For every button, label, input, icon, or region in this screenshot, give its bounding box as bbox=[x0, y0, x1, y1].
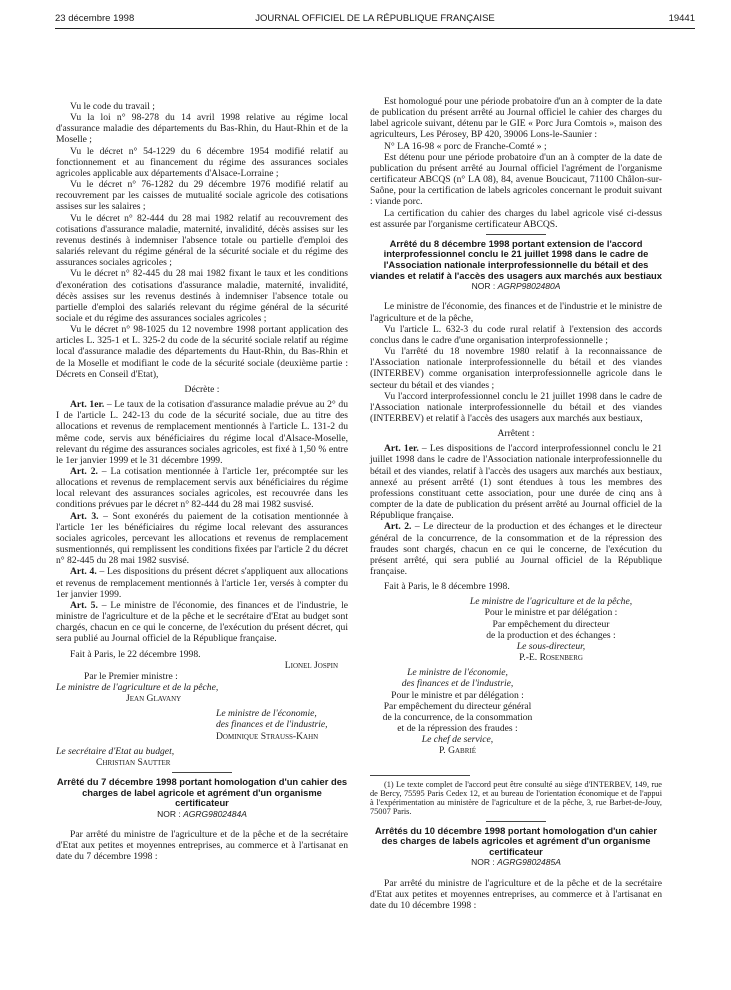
signature-name: Jean Glavany bbox=[126, 693, 182, 705]
signature-block bbox=[370, 667, 545, 756]
signature-title: des finances et de l'industrie, bbox=[216, 719, 328, 731]
signature-line: Le chef de service, bbox=[421, 734, 494, 746]
visa: Vu le décret n° 82-444 du 28 mai 1982 relatif au recouvrement des cotisations d'assurance maladie, maternité, invalidité, décès assises sur les revenus destinés à indemniser l'absence totale ou partielle d'emploi des salariés relevant du régime général de la sécurité sociale et du régime des assurances sociales agricoles ; bbox=[56, 212, 348, 269]
signature-line: et de la répression des fraudes : bbox=[397, 723, 518, 735]
article-1: Art. 1er. – Les dispositions de l'accord interprofessionnel conclu le 21 juillet 1998 dans le cadre de l'Association nationale interprofessionnelle du bétail et des viandes, relatif à l'accès des usagers aux marchés aux bestiaux, annexé au présent arrêté (1) sont étendues à tous les membres des professions constituant cette association, pour une durée de cinq ans à compter de la date de publication du présent arrêté au Journal officiel de la République française. bbox=[370, 443, 662, 522]
visa: Vu la loi n° 98-278 du 14 avril 1998 relative au régime local d'assurance maladie des départements du Bas-Rhin, du Haut-Rhin et de la Moselle ; bbox=[56, 112, 348, 146]
signature-by-line: Par le Premier ministre : bbox=[84, 670, 178, 682]
signature-name: P. Gabrié bbox=[439, 745, 476, 757]
paragraph: Est homologué pour une période probatoire d'un an à compter de la date de publication du présent arrêté au Journal officiel le cahier des charges du label agricole suivant, détenu par le GIE « Porc Jura Comtois », maison des agriculteurs, Les Pérosey, BP 420, 39006 Lons-le-Saunier : bbox=[370, 96, 662, 141]
signature-prime-minister: Lionel Jospin bbox=[284, 659, 338, 671]
signature-line: Le ministre de l'économie, bbox=[407, 667, 508, 679]
signature-title: Le secrétaire d'Etat au budget, bbox=[56, 745, 175, 757]
header-date: 23 décembre 1998 bbox=[55, 13, 135, 24]
decree-title: Arrêtés du 10 décembre 1998 portant homologation d'un cahier des charges de labels agricoles et agrément d'un organisme certificateur bbox=[375, 824, 657, 857]
signature-block bbox=[370, 596, 662, 663]
fait-a-paris: Fait à Paris, le 8 décembre 1998. bbox=[384, 581, 510, 593]
signature-line: Par empêchement du directeur bbox=[492, 618, 610, 630]
signature-line: Le sous-directeur, bbox=[516, 640, 586, 652]
signature-name: Dominique Strauss-Kahn bbox=[216, 730, 319, 742]
signature-line: Le ministre de l'agriculture et de la pêche, bbox=[469, 596, 633, 608]
page-header bbox=[55, 10, 695, 26]
signature-line: des finances et de l'industrie, bbox=[401, 678, 514, 690]
intro-paragraph: Par arrêté du ministre de l'agriculture et de la pêche et de la secrétaire d'Etat aux petites et moyennes entreprises, au commerce et à l'artisanat en date du 7 décembre 1998 : bbox=[56, 829, 348, 863]
left-column bbox=[56, 101, 348, 862]
visa: Vu le code du travail ; bbox=[70, 101, 155, 112]
visa: Vu le décret n° 98-1025 du 12 novembre 1998 portant application des articles L. 325-1 et L. 325-2 du code de la sécurité sociale relatif au régime local d'assurance maladie des départements du Haut-Rhin, du Bas-Rhin et de la Moselle et modifiant le code de la sécurité sociale (deuxième partie : Décrets en Conseil d'Etat), bbox=[56, 324, 348, 380]
visa: Le ministre de l'économie, des finances et de l'industrie et le ministre de l'agriculture et de la pêche, bbox=[370, 301, 662, 324]
visa: Vu l'article L. 632-3 du code rural relatif à l'extension des accords conclus dans le cadre d'une organisation interprofessionnelle ; bbox=[370, 323, 662, 346]
article-3: Art. 3. – Sont exonérés du paiement de la cotisation mentionnée à l'article 1er les bénéficiaires du régime local relevant des assurances sociales agricoles, percevant les allocations et revenus de remplacement susmentionnés, qui remplissent les conditions fixées par l'article 2 du décret n° 82-445 du 28 mai 1982 susvisé. bbox=[56, 510, 349, 567]
signature-line: de la production et des échanges : bbox=[486, 629, 616, 641]
visa: Vu le décret n° 82-445 du 28 mai 1982 fixant le taux et les conditions d'exonération des cotisations d'assurance maladie, maternité, invalidité, décès assises sur les revenus destinés à indemniser l'absence totale ou partielle d'emploi des salariés relevant du régime général de la sécurité sociale et du régime des assurances sociales agricoles ; bbox=[56, 268, 348, 324]
header-page-number: 19441 bbox=[668, 13, 695, 24]
signature-title: Le ministre de l'économie, bbox=[216, 708, 317, 720]
nor-reference: NOR : AGRG9802485A bbox=[471, 857, 561, 868]
visa: Vu le décret n° 54-1229 du 6 décembre 1954 modifié relatif au fonctionnement et au financement du régime des assurances sociales agricoles applicable aux départements d'Alsace-Lorraine ; bbox=[56, 145, 348, 179]
paragraph: N° LA 16-98 « porc de Franche-Comté » ; bbox=[384, 140, 547, 152]
article-5: Art. 5. – Le ministre de l'économie, des finances et de l'industrie, le ministre de l'agriculture et de la pêche et le secrétaire d'Etat au budget sont chargés, chacun en ce qui le concerne, de l'exécution du présent décret, qui sera publié au Journal officiel de la République française. bbox=[56, 599, 349, 645]
decrete-heading: Décrète : bbox=[184, 383, 220, 395]
visa: Vu le décret n° 76-1282 du 29 décembre 1976 modifié relatif au recouvrement par les caisses de mutualité sociale agricole des cotisations assises sur les salaires ; bbox=[56, 179, 348, 213]
fait-a-paris: Fait à Paris, le 22 décembre 1998. bbox=[70, 648, 201, 660]
signature-title: Le ministre de l'agriculture et de la pêche, bbox=[56, 681, 219, 693]
visa: Vu l'arrêté du 18 novembre 1980 relatif à la reconnaissance de l'Association nationale interprofessionnelle du bétail et des viandes (INTERBEV) comme organisation interprofessionnelle agricole dans le secteur du bétail et des viandes ; bbox=[370, 346, 662, 391]
header-rule bbox=[55, 28, 695, 29]
paragraph: Est détenu pour une période probatoire d'un an à compter de la date de publication du présent arrêté au Journal officiel l'agrément de l'organisme certificateur ABCQS (n° LA 08), 84, avenue Boucicaut, 71100 Châlon-sur-Saône, pour la certification de labels agricoles concernant le produit suivant : viande porc. bbox=[370, 151, 662, 208]
article-2: Art. 2. – La cotisation mentionnée à l'article 1er, précomptée sur les allocations et revenus de remplacement servis aux bénéficiaires du régime local relevant des assurances sociales agricoles, est recouvrée dans les conditions prévues par le décret n° 82-444 du 28 mai 1982 susvisé. bbox=[56, 466, 348, 511]
right-column bbox=[370, 96, 662, 911]
article-4: Art. 4. – Les dispositions du présent décret s'appliquent aux allocations et revenus de remplacement mentionnés à l'article 1er, versés à compter du 1er janvier 1999. bbox=[56, 566, 348, 600]
signature-line: Pour le ministre et par délégation : bbox=[391, 689, 524, 701]
signature-line: Pour le ministre et par délégation : bbox=[484, 607, 618, 619]
signature-name: Christian Sautter bbox=[96, 756, 171, 768]
article-1: Art. 1er. – Le taux de la cotisation d'assurance maladie prévue au 2° du I de l'article L. 242-13 du code de la sécurité sociale, due au titre des allocations et revenus de remplacement mentionnés à l'article L. 131-2 du même code, servis aux bénéficiaires du régime local d'Alsace-Moselle, relevant du régime des assurances sociales agricoles, est fixé à 1,50 % entre le 1er janvier 1999 et le 31 décembre 1999. bbox=[56, 399, 348, 466]
footnote: (1) Le texte complet de l'accord peut être consulté au siège d'INTERBEV, 149, rue de Bercy, 75595 Paris Cedex 12, et au bureau de l'orientation économique et de l'appui à l'expérimentation au ministère de l'agriculture et de la pêche, 3, rue Barbet-de-Jouy, 75007 Paris. bbox=[370, 779, 662, 817]
paragraph: La certification du cahier des charges du label agricole visé ci-dessus est assurée par l'organisme certificateur ABCQS. bbox=[370, 207, 662, 230]
nor-reference: NOR : AGRG9802484A bbox=[157, 808, 247, 819]
intro-paragraph: Par arrêté du ministre de l'agriculture et de la pêche et de la secrétaire d'Etat aux petites et moyennes entreprises, au commerce et à l'artisanat en date du 10 décembre 1998 : bbox=[370, 877, 662, 911]
signature-line: Par empêchement du directeur général bbox=[383, 700, 532, 712]
decree-title: Arrêté du 8 décembre 1998 portant extension de l'accord interprofessionnel conclu le 21 juillet 1998 dans le cadre de l'Association nationale interprofessionnelle du bétail et des viandes et relatif à l'accès des usagers aux marchés aux bestiaux bbox=[370, 237, 662, 281]
signature-name: P.-E. Rosenberg bbox=[519, 652, 583, 664]
decree-title: Arrêté du 7 décembre 1998 portant homologation d'un cahier des charges de label agricole et agrément d'un organisme certificateur bbox=[56, 776, 348, 809]
arretent-heading: Arrêtent : bbox=[497, 428, 535, 440]
article-2: Art. 2. – Le directeur de la production et des échanges et le directeur général de la concurrence, de la consommation et de la répression des fraudes sont chargés, chacun en ce qui le concerne, de l'exécution du présent arrêté, qui sera publié au Journal officiel de la République française. bbox=[370, 521, 663, 577]
signature-line: de la concurrence, de la consommation bbox=[382, 711, 533, 723]
nor-reference: NOR : AGRP9802480A bbox=[471, 281, 561, 292]
visa: Vu l'accord interprofessionnel conclu le 21 juillet 1998 dans le cadre de l'Association nationale interprofessionnelle du bétail et des viandes (INTERBEV) et relatif à l'accès des usagers aux marchés aux bestiaux, bbox=[370, 390, 662, 424]
header-journal-title: JOURNAL OFFICIEL DE LA RÉPUBLIQUE FRANÇAISE bbox=[255, 13, 495, 24]
